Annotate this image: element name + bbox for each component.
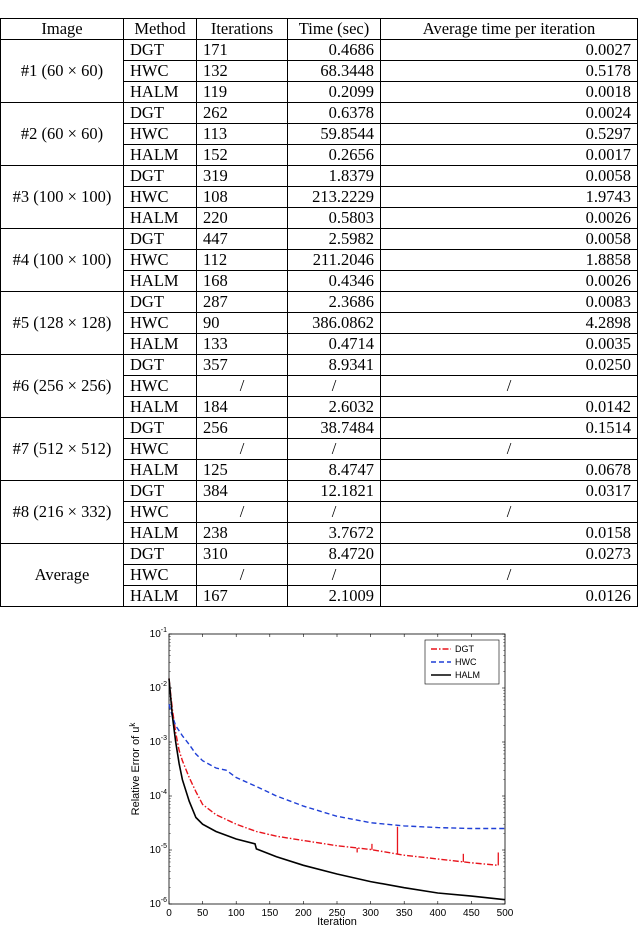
- method-cell: DGT: [124, 544, 197, 565]
- x-tick-label: 150: [261, 908, 279, 919]
- avg-time-cell: 0.0126: [381, 586, 638, 607]
- method-cell: DGT: [124, 103, 197, 124]
- time-cell: 68.3448: [288, 61, 381, 82]
- y-tick-base: 10: [149, 791, 161, 802]
- legend-label-dgt: DGT: [455, 644, 474, 654]
- time-cell: 0.4686: [288, 40, 381, 61]
- time-cell: 2.1009: [288, 586, 381, 607]
- y-tick-exponent: -6: [160, 897, 167, 904]
- y-tick-label: [150, 789, 167, 802]
- method-cell: DGT: [124, 355, 197, 376]
- iterations-cell: 310: [197, 544, 288, 565]
- caption-line: [0, 0, 640, 7]
- iterations-cell: 220: [197, 208, 288, 229]
- image-cell: #3 (100 × 100): [1, 166, 124, 229]
- x-tick-label: 400: [429, 908, 447, 919]
- y-tick-label: [150, 843, 167, 856]
- x-axis-label: Iteration: [317, 916, 357, 928]
- method-cell: HWC: [124, 313, 197, 334]
- method-cell: DGT: [124, 418, 197, 439]
- x-tick-label: 500: [496, 908, 514, 919]
- table-body: [1, 40, 638, 607]
- avg-time-cell: 0.0678: [381, 460, 638, 481]
- y-tick-label: [150, 681, 167, 694]
- method-cell: HWC: [124, 565, 197, 586]
- time-cell: 0.2099: [288, 82, 381, 103]
- image-cell: #6 (256 × 256): [1, 355, 124, 418]
- iterations-cell: 133: [197, 334, 288, 355]
- time-cell: 211.2046: [288, 250, 381, 271]
- avg-time-cell: 1.8858: [381, 250, 638, 271]
- method-cell: HALM: [124, 208, 197, 229]
- y-tick-label: [150, 735, 167, 748]
- iterations-cell: 108: [197, 187, 288, 208]
- y-tick-base: 10: [149, 683, 161, 694]
- method-cell: HWC: [124, 376, 197, 397]
- avg-time-cell: 0.0027: [381, 40, 638, 61]
- table-row: [1, 418, 638, 439]
- time-cell: 0.4714: [288, 334, 381, 355]
- time-cell: /: [288, 376, 381, 397]
- time-cell: 1.8379: [288, 166, 381, 187]
- table-row: [1, 544, 638, 565]
- method-cell: HWC: [124, 502, 197, 523]
- method-cell: HALM: [124, 271, 197, 292]
- time-cell: 8.4747: [288, 460, 381, 481]
- iterations-cell: 357: [197, 355, 288, 376]
- image-cell: #2 (60 × 60): [1, 103, 124, 166]
- x-tick-label: 0: [166, 908, 172, 919]
- x-tick-label: 450: [463, 908, 480, 919]
- header-time: Time (sec): [288, 19, 381, 40]
- x-tick-label: 300: [362, 908, 379, 919]
- avg-time-cell: 0.0058: [381, 229, 638, 250]
- method-cell: HWC: [124, 124, 197, 145]
- iterations-cell: 184: [197, 397, 288, 418]
- time-cell: /: [288, 439, 381, 460]
- iterations-cell: /: [197, 439, 288, 460]
- y-tick-label: [150, 897, 167, 910]
- avg-time-cell: 0.5178: [381, 61, 638, 82]
- y-tick-exponent: -4: [160, 789, 167, 796]
- table-row: [1, 103, 638, 124]
- method-cell: HWC: [124, 61, 197, 82]
- avg-time-cell: /: [381, 565, 638, 586]
- iterations-cell: 112: [197, 250, 288, 271]
- method-cell: HWC: [124, 439, 197, 460]
- table-row: [1, 229, 638, 250]
- iterations-cell: 447: [197, 229, 288, 250]
- iterations-cell: /: [197, 376, 288, 397]
- method-cell: DGT: [124, 166, 197, 187]
- y-tick-exponent: -2: [160, 681, 167, 688]
- method-cell: HALM: [124, 460, 197, 481]
- method-cell: HALM: [124, 586, 197, 607]
- table-header-row: [1, 19, 638, 40]
- y-tick-exponent: -1: [160, 627, 167, 634]
- avg-time-cell: 0.0026: [381, 208, 638, 229]
- legend: [425, 640, 499, 684]
- iterations-cell: 287: [197, 292, 288, 313]
- time-cell: 2.6032: [288, 397, 381, 418]
- avg-time-cell: 0.0083: [381, 292, 638, 313]
- time-cell: 2.5982: [288, 229, 381, 250]
- x-tick-label: 350: [395, 908, 413, 919]
- iterations-cell: 171: [197, 40, 288, 61]
- avg-time-cell: 0.1514: [381, 418, 638, 439]
- iterations-cell: /: [197, 565, 288, 586]
- relative-error-chart: [125, 616, 515, 929]
- avg-time-cell: 0.0158: [381, 523, 638, 544]
- image-cell: #7 (512 × 512): [1, 418, 124, 481]
- avg-time-cell: 0.0317: [381, 481, 638, 502]
- time-cell: 59.8544: [288, 124, 381, 145]
- image-cell: #1 (60 × 60): [1, 40, 124, 103]
- time-cell: 213.2229: [288, 187, 381, 208]
- time-cell: 0.4346: [288, 271, 381, 292]
- header-average-time: Average time per iteration: [381, 19, 638, 40]
- iterations-cell: 119: [197, 82, 288, 103]
- iterations-cell: 319: [197, 166, 288, 187]
- y-tick-base: 10: [149, 737, 161, 748]
- iterations-cell: 168: [197, 271, 288, 292]
- time-cell: 2.3686: [288, 292, 381, 313]
- method-cell: DGT: [124, 40, 197, 61]
- y-tick-base: 10: [149, 845, 161, 856]
- avg-time-cell: /: [381, 502, 638, 523]
- header-iterations: Iterations: [197, 19, 288, 40]
- method-cell: HALM: [124, 397, 197, 418]
- iterations-cell: 152: [197, 145, 288, 166]
- avg-time-cell: 0.0142: [381, 397, 638, 418]
- image-cell: #4 (100 × 100): [1, 229, 124, 292]
- avg-time-cell: 0.0018: [381, 82, 638, 103]
- avg-time-cell: 1.9743: [381, 187, 638, 208]
- avg-time-cell: 0.0024: [381, 103, 638, 124]
- image-cell: #8 (216 × 332): [1, 481, 124, 544]
- avg-time-cell: 0.0026: [381, 271, 638, 292]
- header-image: Image: [1, 19, 124, 40]
- header-method: Method: [124, 19, 197, 40]
- method-cell: HALM: [124, 145, 197, 166]
- avg-time-cell: /: [381, 376, 638, 397]
- time-cell: 0.6378: [288, 103, 381, 124]
- time-cell: 386.0862: [288, 313, 381, 334]
- method-cell: HALM: [124, 334, 197, 355]
- results-table: [0, 18, 638, 607]
- time-cell: 38.7484: [288, 418, 381, 439]
- avg-time-cell: 0.0035: [381, 334, 638, 355]
- avg-time-cell: 0.0250: [381, 355, 638, 376]
- time-cell: 3.7672: [288, 523, 381, 544]
- y-tick-base: 10: [149, 629, 161, 640]
- time-cell: /: [288, 502, 381, 523]
- iterations-cell: /: [197, 502, 288, 523]
- method-cell: HWC: [124, 187, 197, 208]
- method-cell: DGT: [124, 292, 197, 313]
- x-tick-label: 250: [328, 908, 346, 919]
- method-cell: HALM: [124, 523, 197, 544]
- table-row: [1, 40, 638, 61]
- x-tick-label: 200: [295, 908, 312, 919]
- avg-time-cell: /: [381, 439, 638, 460]
- table-row: [1, 481, 638, 502]
- method-cell: DGT: [124, 229, 197, 250]
- image-cell: #5 (128 × 128): [1, 292, 124, 355]
- iterations-cell: 132: [197, 61, 288, 82]
- iterations-cell: 113: [197, 124, 288, 145]
- method-cell: DGT: [124, 481, 197, 502]
- x-tick-label: 100: [227, 908, 245, 919]
- iterations-cell: 262: [197, 103, 288, 124]
- y-tick-base: 10: [149, 899, 161, 910]
- table-row: [1, 355, 638, 376]
- y-tick-exponent: -5: [160, 843, 167, 850]
- table-row: [1, 292, 638, 313]
- x-tick-label: 50: [197, 908, 209, 919]
- legend-label-halm: HALM: [455, 670, 481, 680]
- iterations-cell: 167: [197, 586, 288, 607]
- iterations-cell: 238: [197, 523, 288, 544]
- time-cell: 0.5803: [288, 208, 381, 229]
- time-cell: 0.2656: [288, 145, 381, 166]
- time-cell: 8.4720: [288, 544, 381, 565]
- time-cell: /: [288, 565, 381, 586]
- method-cell: HWC: [124, 250, 197, 271]
- time-cell: 12.1821: [288, 481, 381, 502]
- avg-time-cell: 0.0017: [381, 145, 638, 166]
- iterations-cell: 125: [197, 460, 288, 481]
- iterations-cell: 90: [197, 313, 288, 334]
- y-tick-exponent: -3: [160, 735, 167, 742]
- iterations-cell: 256: [197, 418, 288, 439]
- legend-label-hwc: HWC: [455, 657, 477, 667]
- avg-time-cell: 4.2898: [381, 313, 638, 334]
- avg-time-cell: 0.0273: [381, 544, 638, 565]
- y-axis-label: Relative Error of $u^k$: [128, 722, 142, 816]
- y-tick-label: [150, 627, 167, 640]
- method-cell: HALM: [124, 82, 197, 103]
- avg-time-cell: 0.0058: [381, 166, 638, 187]
- table-row: [1, 166, 638, 187]
- image-cell: Average: [1, 544, 124, 607]
- avg-time-cell: 0.5297: [381, 124, 638, 145]
- time-cell: 8.9341: [288, 355, 381, 376]
- iterations-cell: 384: [197, 481, 288, 502]
